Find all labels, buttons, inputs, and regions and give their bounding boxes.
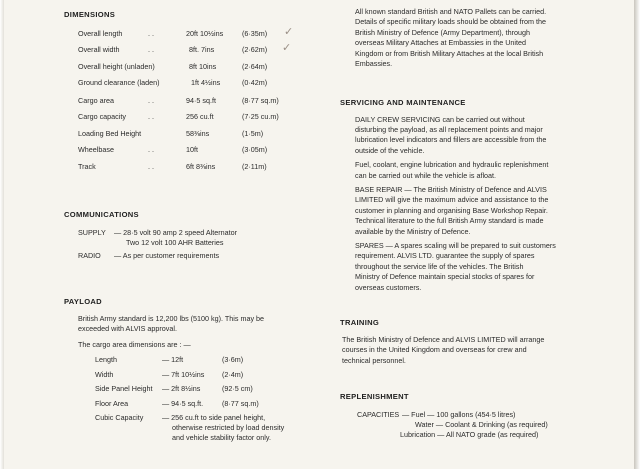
training-heading: TRAINING [340, 318, 380, 327]
cargo-dim-label: Side Panel Height [95, 384, 153, 393]
paragraph-line: customer in planning and organising Base Workshop Repair. [355, 206, 548, 215]
payload-intro-line-2: exceeded with ALVIS approval. [78, 324, 177, 333]
cargo-dim-value: — 2ft 8½ins [162, 384, 201, 393]
pencil-tick-icon: ✓ [282, 41, 292, 54]
dimension-value: 20ft 10½ins [186, 29, 224, 38]
capacity-water: Water — Coolant & Drinking (as required) [415, 420, 548, 429]
dimension-value: 8ft 10ins [189, 62, 217, 71]
dimension-label: Cargo capacity [78, 112, 126, 121]
dimension-metric: (1·5m) [242, 129, 264, 138]
dimension-label: Loading Bed Height [78, 129, 142, 138]
intro-line: Kingdom or from British Military Attaches at the local British [355, 49, 544, 58]
dimension-dots: . . [148, 96, 154, 105]
cargo-dim-label: Width [95, 370, 114, 379]
radio-value: — As per customer requirements [114, 251, 220, 260]
cargo-dim-value: — 94·5 sq.ft. [162, 399, 204, 408]
dimension-label: Overall height (unladen) [78, 62, 155, 71]
dimension-metric: (7·25 cu.m) [242, 112, 279, 121]
paragraph-line: LIMITED will give the maximum advice and assistance to the [355, 195, 549, 204]
supply-line-2: Two 12 volt 100 AHR Batteries [126, 238, 224, 247]
page-edge-right [634, 0, 640, 469]
cargo-intro: The cargo area dimensions are : — [78, 340, 191, 349]
cargo-dim-metric: (92·5 cm) [222, 384, 253, 393]
dimension-dots: . . [148, 162, 154, 171]
dimension-metric: (6·35m) [242, 29, 268, 38]
paragraph-line: Ministry of Defence maintain special stocks of spares for [355, 272, 535, 281]
cargo-dim-label: Floor Area [95, 399, 129, 408]
payload-heading: PAYLOAD [64, 297, 102, 306]
dimension-dots: . . [148, 112, 154, 121]
dimension-metric: (2·11m) [242, 162, 267, 171]
intro-line: overseas Military Attaches at Embassies in the United [355, 38, 526, 47]
paragraph-line: courses in the United Kingdom and overseas for crew and [342, 345, 527, 354]
intro-line: All known standard British and NATO Pallets can be carried. [355, 7, 547, 16]
cargo-dim-metric: (3·6m) [222, 355, 244, 364]
paragraph-line: BASE REPAIR — The British Ministry of Defence and ALVIS [355, 185, 547, 194]
intro-line: Details of specific military loads should be obtained from the [355, 17, 546, 26]
cubic-capacity-line-2: otherwise restricted by load density [172, 423, 285, 432]
dimension-metric: (0·42m) [242, 78, 268, 87]
dimension-label: Overall length [78, 29, 123, 38]
communications-heading: COMMUNICATIONS [64, 210, 139, 219]
dimension-value: 10ft [186, 145, 198, 154]
cubic-capacity-line-1: — 256 cu.ft to side panel height, [162, 413, 266, 422]
paragraph-line: can be carried out while the vehicle is afloat. [355, 171, 497, 180]
paragraph-line: The British Ministry of Defence and ALVIS LIMITED will arrange [342, 335, 545, 344]
paragraph-line: technical personnel. [342, 356, 406, 365]
servicing-heading: SERVICING AND MAINTENANCE [340, 98, 466, 107]
cargo-dim-value: — 7ft 10½ins [162, 370, 205, 379]
cargo-dim-value: — 12ft [162, 355, 184, 364]
dimension-label: Wheelbase [78, 145, 114, 154]
paragraph-line: lubrication level indicators and fillers are accessible from the [355, 135, 547, 144]
paragraph-line: disturbing the payload, as all replacement points and major [355, 125, 543, 134]
dimension-metric: (2·64m) [242, 62, 268, 71]
paragraph-line: SPARES — A spares scaling will be prepared to suit customers [355, 241, 556, 250]
dimension-metric: (3·05m) [242, 145, 268, 154]
paragraph-line: outside of the vehicle. [355, 146, 425, 155]
dimension-dots: . . [148, 29, 154, 38]
intro-line: Embassies. [355, 59, 393, 68]
supply-line-1: — 28·5 volt 90 amp 2 speed Alternator [114, 228, 238, 237]
cargo-dim-metric: (2·4m) [222, 370, 244, 379]
cubic-capacity-line-3: and vehicle stability factor only. [172, 433, 271, 442]
dimension-dots: . . [148, 145, 154, 154]
dimension-label: Cargo area [78, 96, 114, 105]
dimension-value: 256 cu.ft [186, 112, 214, 121]
paragraph-line: DAILY CREW SERVICING can be carried out without [355, 115, 525, 124]
dimension-value: 6ft 8⅜ins [186, 162, 216, 171]
paragraph-line: available by the Ministry of Defence. [355, 227, 471, 236]
cargo-dim-metric: (8·77 sq.m) [222, 399, 259, 408]
payload-intro-line-1: British Army standard is 12,200 lbs (5100 kg). This may be [78, 314, 265, 323]
capacity-lubrication: Lubrication — All NATO grade (as required) [400, 430, 539, 439]
dimension-dots: . . [148, 45, 154, 54]
capacity-fuel: — Fuel — 100 gallons (454·5 litres) [402, 410, 516, 419]
cubic-capacity-label: Cubic Capacity [95, 413, 144, 422]
cargo-dim-label: Length [95, 355, 117, 364]
radio-label: RADIO [78, 251, 101, 260]
dimension-label: Track [78, 162, 96, 171]
pencil-tick-icon: ✓ [284, 25, 294, 38]
dimension-value: 58⅜ins [186, 129, 210, 138]
dimensions-heading: DIMENSIONS [64, 10, 116, 19]
dimension-value: 1ft 4½ins [191, 78, 221, 87]
supply-label: SUPPLY [78, 228, 106, 237]
paragraph-line: throughout the service life of the vehicles. The British [355, 262, 524, 271]
replenishment-heading: REPLENISHMENT [340, 392, 409, 401]
dimension-value: 8ft. 7ins [189, 45, 215, 54]
paragraph-line: requirement. ALVIS LTD. guarantee the supply of spares [355, 251, 535, 260]
paragraph-line: Technical literature to the full British Army standard is made [355, 216, 544, 225]
paragraph-line: Fuel, coolant, engine lubrication and hydraulic replenishment [355, 160, 549, 169]
capacities-label: CAPACITIES [357, 410, 400, 419]
dimension-label: Ground clearance (laden) [78, 78, 160, 87]
paragraph-line: overseas customers. [355, 283, 422, 292]
intro-line: British Ministry of Defence (Army Department), through [355, 28, 530, 37]
dimension-value: 94·5 sq.ft [186, 96, 216, 105]
dimension-label: Overall width [78, 45, 120, 54]
dimension-metric: (2·62m) [242, 45, 268, 54]
dimension-metric: (8·77 sq.m) [242, 96, 279, 105]
